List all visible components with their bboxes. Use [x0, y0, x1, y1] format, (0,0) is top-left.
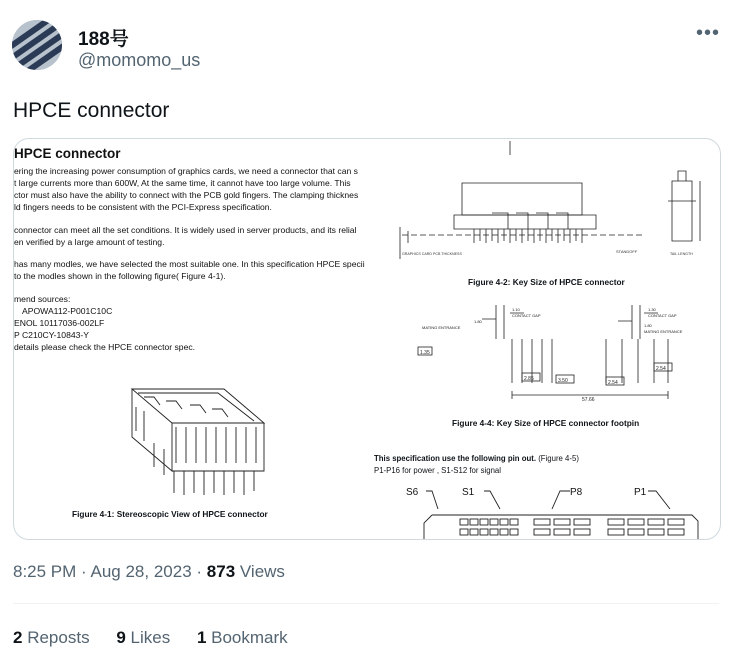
reposts-stat[interactable] [13, 628, 94, 647]
figure-4-1-drawing [114, 367, 274, 507]
more-horizontal-icon: ••• [696, 22, 721, 44]
pin-label-s6: S6 [406, 487, 419, 498]
user-handle[interactable]: @momomo_us [78, 50, 201, 70]
doc-line: to the modles shown in the following figure( Figure 4-1). [14, 271, 226, 282]
dim-label: 1.80 [474, 319, 482, 324]
figure-4-1-caption: Figure 4-1: Stereoscopic View of HPCE connector [72, 509, 268, 519]
document-title: HPCE connector [14, 146, 121, 161]
dim-label: 1.30 [648, 307, 656, 312]
doc-line: ering the increasing power consumption of graphics cards, we need a connector that can s [14, 166, 358, 176]
figure-4-4-drawing [412, 299, 712, 411]
mating-entrance-label: MATING ENTRANCE [644, 329, 683, 334]
likes-count: 9 [116, 628, 126, 647]
dim-label: 1.80 [644, 323, 652, 328]
doc-line: details please check the HPCE connector spec. [14, 341, 196, 352]
tweet-date[interactable]: Aug 28, 2023 [90, 562, 192, 581]
dim-label: 1.10 [512, 307, 520, 312]
dim-label: 2.54 [656, 366, 666, 372]
contact-gap-label: CONTACT GAP [512, 313, 541, 318]
doc-source: P C210CY-10843-Y [14, 329, 90, 340]
tweet-stats [13, 628, 310, 648]
doc-line: connector can meet all the set conditions. It is widely used in server products, and its relial [14, 224, 357, 235]
display-name[interactable]: 188号 [78, 29, 129, 50]
spec-line [374, 454, 579, 463]
tail-length-label: TAIL LENGTH [670, 252, 693, 256]
doc-line: has many modles, we have selected the most suitable one. In this specification HPCE specii [14, 259, 365, 270]
dim-label: 3.50 [558, 378, 568, 384]
figure-4-2-caption: Figure 4-2: Key Size of HPCE connector [468, 277, 625, 287]
views-label: Views [239, 562, 285, 581]
bookmarks-stat[interactable] [197, 628, 288, 647]
pin-label-s1: S1 [462, 487, 475, 498]
dim-label: 2.85 [524, 376, 534, 382]
meta-separator: · [196, 562, 207, 581]
pcb-thickness-label: GRAPHICS CARD PCB THICKNESS [402, 252, 462, 256]
doc-source: ENOL 10117036-002LF [14, 318, 105, 329]
doc-source: APOWA112-P001C10C [22, 306, 113, 317]
bookmarks-label: Bookmark [211, 628, 288, 647]
doc-line: en verified by a large amount of testing. [14, 236, 165, 247]
contact-gap-label: CONTACT GAP [648, 313, 677, 318]
document-body [14, 166, 365, 354]
figure-4-2-drawing [382, 141, 716, 269]
spec-bold: This specification use the following pin out. [374, 454, 537, 463]
reposts-count: 2 [13, 628, 23, 647]
bookmarks-count: 1 [196, 628, 207, 647]
doc-line: ld fingers needs to be consistent with the PCI-Express specification. [14, 201, 272, 212]
doc-line: ctor must also have the ability to connect with the PCB gold fingers. The clamping thicknes [14, 189, 359, 200]
avatar[interactable] [12, 20, 62, 70]
figure-4-4-caption: Figure 4-4: Key Size of HPCE connector footpin [452, 418, 640, 428]
dim-label: 1.35 [420, 350, 430, 356]
views-count: 873 [206, 562, 236, 581]
pin-label-p1: P1 [634, 487, 647, 498]
pin-label-p8: P8 [570, 487, 583, 498]
likes-stat[interactable] [116, 628, 175, 647]
figure-4-5-drawing [392, 479, 712, 539]
spec-line-2: P1-P16 for power , S1-S12 for signal [374, 466, 501, 475]
tweet-meta [13, 562, 285, 582]
tweet-time[interactable]: 8:25 PM [13, 562, 77, 581]
dim-label: 2.54 [608, 380, 618, 386]
doc-line: t large currents more than 600W, At the same time, it cannot have too large volume. This [14, 177, 351, 188]
tweet-text: HPCE connector [13, 99, 170, 122]
spec-ref: (Figure 4-5) [538, 454, 579, 463]
tweet-media[interactable] [13, 138, 721, 540]
dim-label: 57.66 [582, 397, 595, 403]
avatar-image [12, 20, 62, 70]
divider [13, 603, 719, 604]
standoff-label: STANDOFF [616, 249, 638, 254]
reposts-label: Reposts [27, 628, 90, 647]
meta-separator: · [81, 562, 91, 581]
more-options-button[interactable] [696, 22, 720, 45]
doc-line: mend sources: [14, 294, 71, 305]
mating-entrance-label: MATING ENTRANCE [422, 325, 461, 330]
likes-label: Likes [130, 628, 171, 647]
